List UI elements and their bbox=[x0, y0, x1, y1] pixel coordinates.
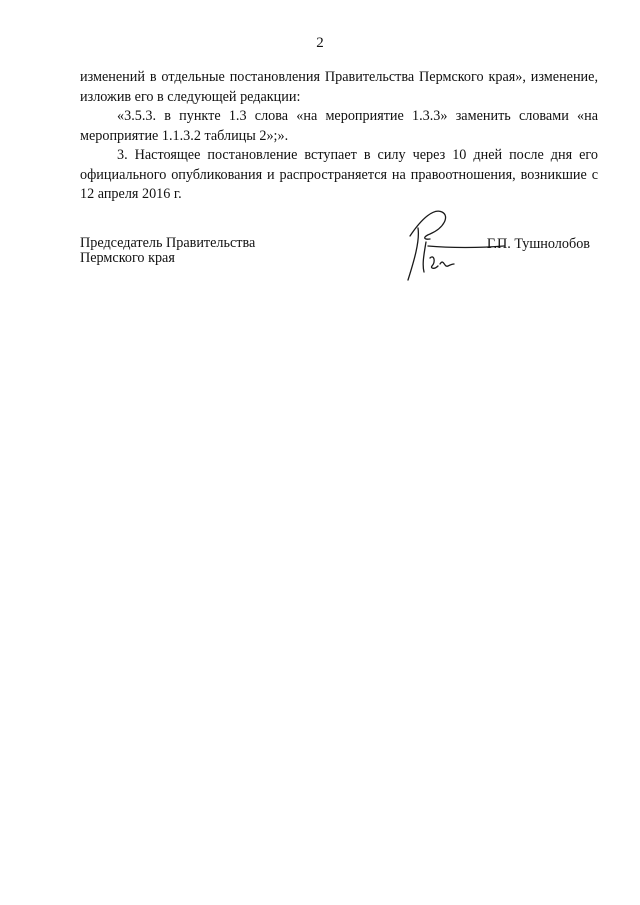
signatory-title-line-2: Пермского края bbox=[80, 250, 175, 266]
paragraph-continuation: изменений в отдельные постановления Правительства Пермского края», изменение, изложив его в следующей редакции: bbox=[80, 69, 598, 105]
document-body bbox=[80, 68, 598, 205]
page-number: 2 bbox=[316, 35, 324, 51]
paragraph-amendment-quote: «3.5.3. в пункте 1.3 слова «на мероприятие 1.3.3» заменить словами «на мероприятие 1.1.3.2 таблицы 2»;». bbox=[80, 108, 598, 144]
paragraph-effective-date: 3. Настоящее постановление вступает в силу через 10 дней после дня его официального опубликования и распространяется на правоотношения, возникшие с 12 апреля 2016 г. bbox=[80, 147, 598, 202]
signatory-title-line-1: Председатель Правительства bbox=[80, 235, 256, 251]
signatory-title bbox=[80, 236, 255, 266]
signature-block bbox=[80, 236, 598, 286]
signatory-name: Г.П. Тушнолобов bbox=[486, 236, 590, 252]
